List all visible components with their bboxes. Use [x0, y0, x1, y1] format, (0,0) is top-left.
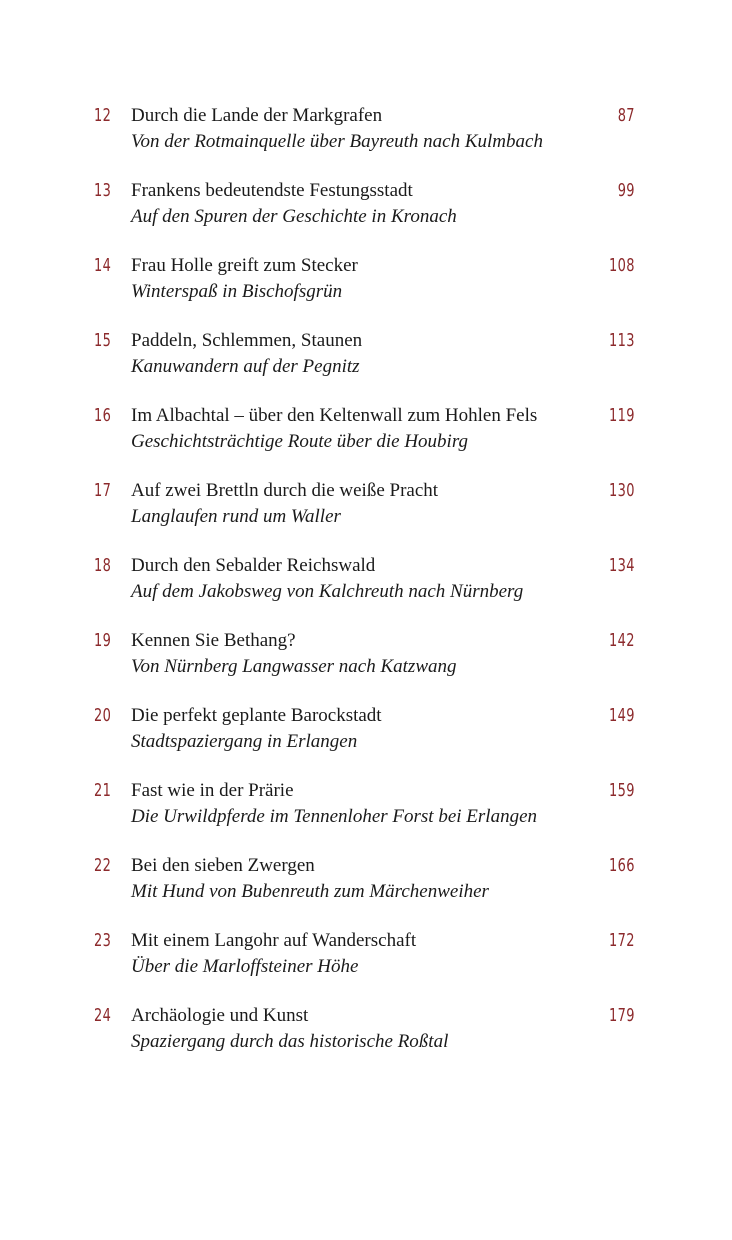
chapter-subtitle: Mit Hund von Bubenreuth zum Märchenweiher	[131, 881, 489, 902]
toc-entry	[0, 703, 732, 778]
chapter-number: 20	[94, 705, 112, 726]
page-number: 119	[609, 405, 635, 426]
toc-entry	[0, 853, 732, 928]
page-number: 149	[609, 705, 635, 726]
chapter-subtitle: Spaziergang durch das historische Roßtal	[131, 1031, 449, 1052]
chapter-subtitle: Langlaufen rund um Waller	[131, 506, 341, 527]
toc-entry	[0, 178, 732, 253]
chapter-subtitle: Auf den Spuren der Geschichte in Kronach	[131, 206, 457, 227]
chapter-number: 23	[94, 930, 112, 951]
page-number: 134	[609, 555, 635, 576]
chapter-title: Frankens bedeutendste Festungsstadt	[131, 180, 413, 201]
toc-entry	[0, 1003, 732, 1078]
page-number: 166	[609, 855, 635, 876]
chapter-title: Auf zwei Brettln durch die weiße Pracht	[131, 480, 439, 501]
chapter-title: Paddeln, Schlemmen, Staunen	[131, 330, 363, 351]
page-number: 172	[609, 930, 635, 951]
chapter-number: 12	[94, 105, 112, 126]
toc-entry	[0, 103, 732, 178]
chapter-title: Kennen Sie Bethang?	[131, 630, 296, 651]
page-number: 99	[617, 180, 635, 201]
page-number: 87	[617, 105, 635, 126]
chapter-title: Durch den Sebalder Reichswald	[131, 555, 376, 576]
page-number: 142	[609, 630, 635, 651]
chapter-subtitle: Über die Marloffsteiner Höhe	[131, 956, 359, 977]
toc-entry	[0, 403, 732, 478]
chapter-number: 15	[94, 330, 112, 351]
page-number: 108	[609, 255, 635, 276]
chapter-number: 14	[94, 255, 112, 276]
chapter-title: Im Albachtal – über den Keltenwall zum Hohlen Fels	[131, 405, 538, 426]
toc-entry	[0, 928, 732, 1003]
toc-entry	[0, 778, 732, 853]
page-number: 159	[609, 780, 635, 801]
chapter-number: 13	[94, 180, 112, 201]
chapter-subtitle: Die Urwildpferde im Tennenloher Forst bei Erlangen	[131, 806, 538, 827]
toc-entry	[0, 478, 732, 553]
chapter-title: Archäologie und Kunst	[131, 1005, 309, 1026]
chapter-title: Bei den sieben Zwergen	[131, 855, 315, 876]
chapter-subtitle: Von der Rotmainquelle über Bayreuth nach Kulmbach	[131, 131, 543, 152]
toc-entry	[0, 328, 732, 403]
chapter-subtitle: Auf dem Jakobsweg von Kalchreuth nach Nürnberg	[131, 581, 524, 602]
chapter-number: 21	[94, 780, 112, 801]
toc-entry	[0, 628, 732, 703]
chapter-subtitle: Stadtspaziergang in Erlangen	[131, 731, 358, 752]
chapter-subtitle: Winterspaß in Bischofsgrün	[131, 281, 343, 302]
page-number: 179	[609, 1005, 635, 1026]
chapter-subtitle: Geschichtsträchtige Route über die Houbirg	[131, 431, 469, 452]
table-of-contents	[0, 103, 732, 1078]
chapter-title: Durch die Lande der Markgrafen	[131, 105, 383, 126]
chapter-title: Fast wie in der Prärie	[131, 780, 294, 801]
chapter-title: Frau Holle greift zum Stecker	[131, 255, 358, 276]
toc-entry	[0, 553, 732, 628]
chapter-number: 24	[94, 1005, 112, 1026]
toc-entry	[0, 253, 732, 328]
chapter-number: 16	[94, 405, 112, 426]
chapter-subtitle: Kanuwandern auf der Pegnitz	[131, 356, 360, 377]
chapter-title: Die perfekt geplante Barockstadt	[131, 705, 382, 726]
chapter-number: 22	[94, 855, 112, 876]
chapter-number: 18	[94, 555, 112, 576]
page-number: 113	[609, 330, 635, 351]
page-number: 130	[609, 480, 635, 501]
chapter-subtitle: Von Nürnberg Langwasser nach Katzwang	[131, 656, 457, 677]
chapter-title: Mit einem Langohr auf Wanderschaft	[131, 930, 417, 951]
chapter-number: 19	[94, 630, 112, 651]
chapter-number: 17	[94, 480, 112, 501]
